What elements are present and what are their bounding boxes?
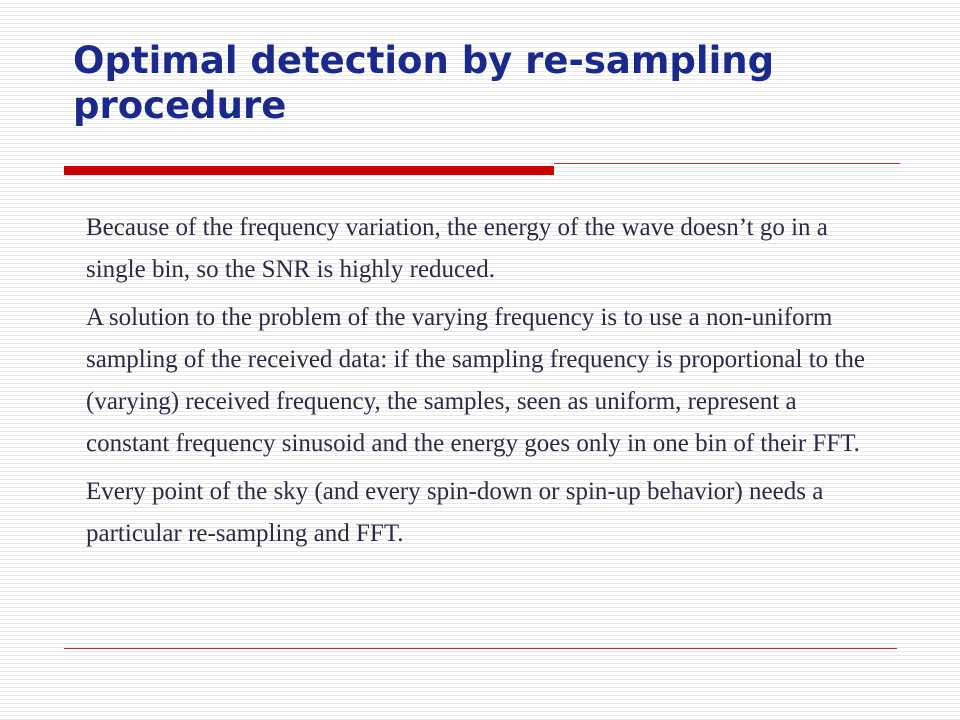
footer-divider <box>64 648 897 649</box>
slide-title: Optimal detection by re-sampling procedure <box>73 39 775 127</box>
body-paragraph-1: Because of the frequency variation, the energy of the wave doesn’t go in a single bin, so the SNR is highly reduced. <box>86 214 828 283</box>
title-underline-thin <box>554 163 900 164</box>
body-paragraph-3: Every point of the sky (and every spin-down or spin-up behavior) needs a particular re-sampling and FFT. <box>86 478 824 547</box>
body-paragraph-2: A solution to the problem of the varying frequency is to use a non-uniform sampling of the received data: if the sampling frequency is proportional to the (varying) received frequency, the samples, seen as uniform, represent a constant frequency sinusoid and the energy goes only in one bin of their FFT. <box>86 304 865 457</box>
slide-body <box>86 207 886 561</box>
title-underline-thick <box>64 166 554 175</box>
